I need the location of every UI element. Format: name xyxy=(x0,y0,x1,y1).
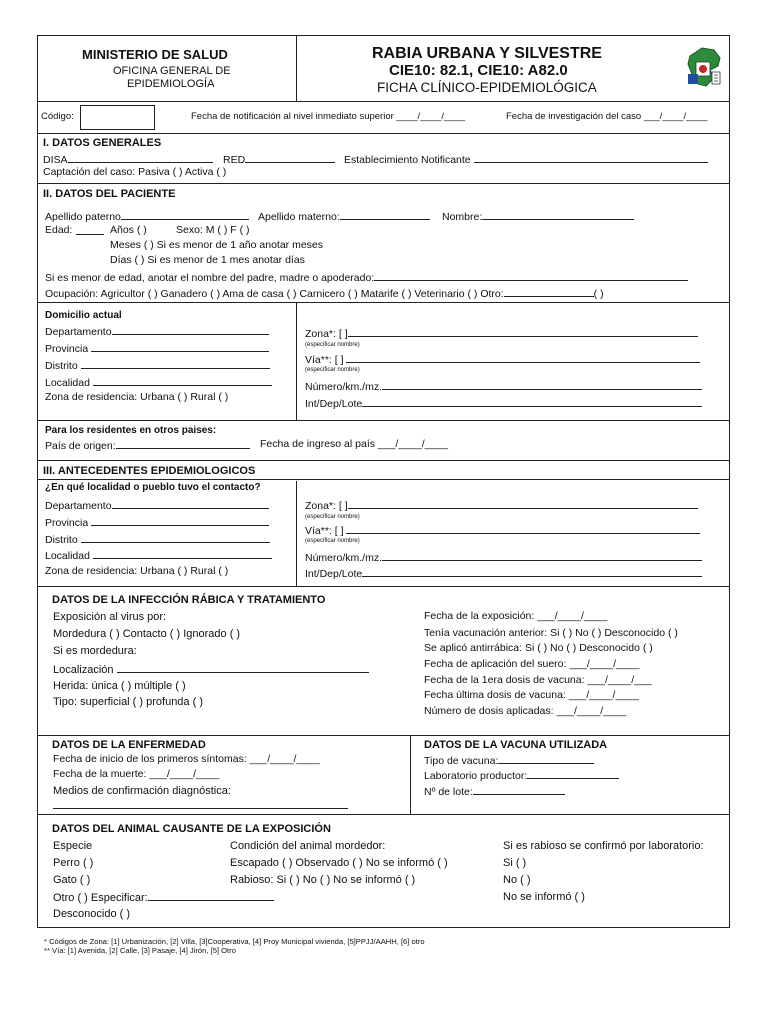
bite-label: Si es mordedura: xyxy=(53,645,137,657)
death-date[interactable]: Fecha de la muerte: ___/____/____ xyxy=(53,768,220,780)
ministry-logo-icon xyxy=(684,44,724,93)
red-field[interactable]: RED xyxy=(223,153,335,167)
district-field[interactable]: Distrito xyxy=(45,359,270,373)
lot-number-field[interactable]: Nº de lote: xyxy=(424,785,565,799)
species-label: Especie xyxy=(53,840,93,852)
animal-rabid[interactable]: Rabioso: Si ( ) No ( ) No se informó ( ) xyxy=(230,874,416,886)
department-field[interactable]: Departamento xyxy=(45,325,269,339)
province-field[interactable]: Provincia xyxy=(45,342,269,356)
contact-zone-field[interactable]: Zona*: [ ] xyxy=(305,499,698,513)
diagnosis-means: Medios de confirmación diagnóstica: xyxy=(53,785,231,797)
rabies-infection-section xyxy=(38,587,729,736)
age-underline[interactable] xyxy=(76,225,104,239)
location-field[interactable]: Localización xyxy=(53,663,369,676)
lab-confirmation-label: Si es rabioso se confirmó por laboratorio: xyxy=(503,840,704,852)
paternal-surname-field[interactable]: Apellido paterno xyxy=(45,210,249,224)
age-label: Edad: xyxy=(45,224,73,236)
contact-zone-hint: (especificar nombre) xyxy=(305,514,360,520)
residence-zone[interactable]: Zona de residencia: Urbana ( ) Rural ( ) xyxy=(45,391,229,403)
vaccine-title: DATOS DE LA VACUNA UTILIZADA xyxy=(424,739,608,751)
country-origin-field[interactable]: País de origen: xyxy=(45,439,250,453)
road-specify-hint: (especificar nombre) xyxy=(305,367,360,373)
sex-field[interactable]: Sexo: M ( ) F ( ) xyxy=(176,224,250,236)
lab-confirm-no[interactable]: No ( ) xyxy=(503,874,531,886)
contact-residence-zone[interactable]: Zona de residencia: Urbana ( ) Rural ( ) xyxy=(45,565,229,577)
animal-condition-label: Condición del animal mordedor: xyxy=(230,840,386,852)
entry-date-field[interactable]: Fecha de ingreso al país ___/____/____ xyxy=(260,438,448,450)
form-title: RABIA URBANA Y SILVESTRE xyxy=(372,45,602,62)
first-name-field[interactable]: Nombre: xyxy=(442,210,634,224)
lab-confirm-yes[interactable]: Si ( ) xyxy=(503,857,527,869)
zone-codes-footnote: * Códigos de Zona: [1] Urbanización, [2] Villa, [3]Cooperativa, [4] Proy Municipal vivienda, [5]PPJJ/AAHH, [6] otro xyxy=(44,937,425,946)
serum-date[interactable]: Fecha de aplicación del suero: ___/____/____ xyxy=(424,658,640,670)
exposure-date[interactable]: Fecha de la exposición: ___/____/____ xyxy=(424,610,608,622)
locality-field[interactable]: Localidad xyxy=(45,376,272,390)
interior-field[interactable]: Int/Dep/Lote xyxy=(305,397,702,411)
number-field[interactable]: Número/km./mz. xyxy=(305,380,702,394)
age-years[interactable]: Años ( ) xyxy=(110,224,147,236)
age-months[interactable]: Meses ( ) Si es menor de 1 año anotar meses xyxy=(110,239,324,251)
species-dog[interactable]: Perro ( ) xyxy=(53,857,94,869)
office-line-2: EPIDEMIOLOGÍA xyxy=(127,78,215,90)
ministry-name: MINISTERIO DE SALUD xyxy=(82,47,228,62)
contact-interior-field[interactable]: Int/Dep/Lote xyxy=(305,567,702,581)
code-row xyxy=(38,102,729,134)
disease-title: DATOS DE LA ENFERMEDAD xyxy=(52,739,206,751)
general-data-section xyxy=(38,134,729,184)
foreign-residents-title: Para los residentes en otros paises: xyxy=(45,425,217,436)
contact-road-hint: (especificar nombre) xyxy=(305,538,360,544)
contact-district-field[interactable]: Distrito xyxy=(45,533,270,547)
zone-specify-hint: (especificar nombre) xyxy=(305,342,360,348)
contact-province-field[interactable]: Provincia xyxy=(45,516,269,530)
previous-vaccination[interactable]: Tenía vacunación anterior: Si ( ) No ( ) Desconocido ( ) xyxy=(424,627,678,639)
lab-confirm-unreported[interactable]: No se informó ( ) xyxy=(503,891,585,903)
doses-count[interactable]: Número de dosis aplicadas: ___/____/____ xyxy=(424,705,627,717)
address-title: Domicilio actual xyxy=(45,310,122,321)
contact-locality-field[interactable]: Localidad xyxy=(45,549,272,563)
species-other[interactable]: Otro ( ) Especificar: xyxy=(53,891,274,904)
section-3-title: III. ANTECEDENTES EPIDEMIOLOGICOS xyxy=(43,465,256,477)
species-unknown[interactable]: Desconocido ( ) xyxy=(53,908,131,920)
disa-field[interactable]: DISA xyxy=(43,153,213,167)
diagnosis-means-field[interactable] xyxy=(53,799,348,813)
code-input[interactable] xyxy=(80,105,155,130)
infection-title: DATOS DE LA INFECCIÓN RÁBICA Y TRATAMIENTO xyxy=(52,594,326,606)
section-1-title: I. DATOS GENERALES xyxy=(43,137,162,149)
road-codes-footnote: ** Vía: [1] Avenida, [2] Calle, [3] Pasaje, [4] Jirón, [5] Otro xyxy=(44,946,236,955)
investigation-date-label: Fecha de investigación del caso ___/____/____ xyxy=(506,111,708,122)
vaccine-type-field[interactable]: Tipo de vacuna: xyxy=(424,754,594,768)
exposure-type[interactable]: Mordedura ( ) Contacto ( ) Ignorado ( ) xyxy=(53,628,241,640)
wound-count[interactable]: Herida: única ( ) múltiple ( ) xyxy=(53,680,186,692)
disease-vaccine-section xyxy=(38,736,729,815)
animal-title: DATOS DEL ANIMAL CAUSANTE DE LA EXPOSICIÓN xyxy=(52,823,331,835)
wound-type[interactable]: Tipo: superficial ( ) profunda ( ) xyxy=(53,696,203,708)
guardian-field[interactable]: Si es menor de edad, anotar el nombre del padre, madre o apoderado: xyxy=(45,271,688,285)
occupation-field[interactable]: Ocupación: Agricultor ( ) Ganadero ( ) Ama de casa ( ) Carnicero ( ) Matarife ( ) Veterinario ( ) Otro: ( ) xyxy=(45,288,604,300)
foreign-residents-section xyxy=(38,421,729,461)
laboratory-field[interactable]: Laboratorio productor: xyxy=(424,769,619,783)
notification-date-label: Fecha de notificación al nivel inmediato superior ____/____/____ xyxy=(191,111,466,122)
symptom-onset-date[interactable]: Fecha de inicio de los primeros síntomas: ___/____/____ xyxy=(53,753,320,765)
icd-codes: CIE10: 82.1, CIE10: A82.0 xyxy=(389,62,568,79)
contact-locality-question: ¿En qué localidad o pueblo tuvo el contacto? xyxy=(45,482,261,493)
species-cat[interactable]: Gato ( ) xyxy=(53,874,91,886)
maternal-surname-field[interactable]: Apellido materno: xyxy=(258,210,430,224)
form-header xyxy=(38,36,729,102)
epidemiological-form xyxy=(37,35,730,928)
last-dose-date[interactable]: Fecha última dosis de vacuna: ___/____/____ xyxy=(424,689,639,701)
contact-road-field[interactable]: Vía**: [ ] xyxy=(305,524,700,538)
office-line-1: OFICINA GENERAL DE xyxy=(113,65,231,77)
epidemiological-history-section xyxy=(38,461,729,587)
exposure-label: Exposición al virus por: xyxy=(53,611,167,623)
age-days[interactable]: Días ( ) Si es menor de 1 mes anotar días xyxy=(110,254,305,266)
section-2-title: II. DATOS DEL PACIENTE xyxy=(43,188,176,200)
form-subtitle: FICHA CLÍNICO-EPIDEMIOLÓGICA xyxy=(377,80,597,95)
patient-data-section xyxy=(38,184,729,303)
code-label: Código: xyxy=(41,111,74,122)
road-field[interactable]: Vía**: [ ] xyxy=(305,353,700,367)
antirabies-applied[interactable]: Se aplicó antirrábica: Si ( ) No ( ) Desconocido ( ) xyxy=(424,642,653,654)
contact-department-field[interactable]: Departamento xyxy=(45,499,269,513)
zone-field[interactable]: Zona*: [ ] xyxy=(305,327,698,341)
current-address-section xyxy=(38,303,729,421)
first-dose-date[interactable]: Fecha de la 1era dosis de vacuna: ___/____/___ xyxy=(424,674,652,686)
establishment-field[interactable]: Establecimiento Notificante xyxy=(344,153,708,167)
contact-number-field[interactable]: Número/km./mz. xyxy=(305,551,702,565)
animal-condition[interactable]: Escapado ( ) Observado ( ) No se informó ( ) xyxy=(230,857,448,869)
capture-type[interactable]: Captación del caso: Pasiva ( ) Activa ( ) xyxy=(43,166,227,178)
animal-section xyxy=(38,815,729,927)
